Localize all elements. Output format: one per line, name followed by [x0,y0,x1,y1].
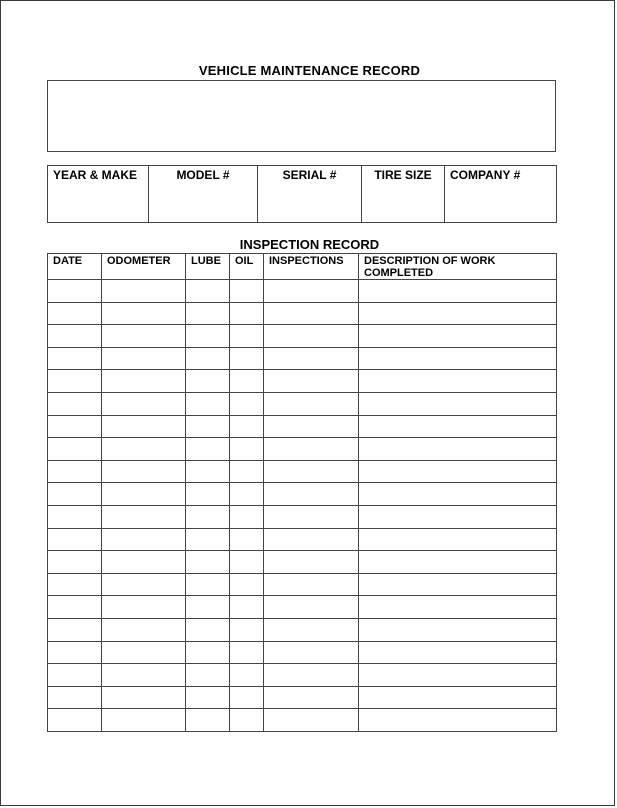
cell-odometer[interactable] [102,370,186,393]
cell-date[interactable] [48,392,102,415]
cell-lube[interactable] [186,347,230,370]
cell-oil[interactable] [230,370,264,393]
document-title: VEHICLE MAINTENANCE RECORD [198,63,421,78]
cell-odometer[interactable] [102,438,186,461]
cell-oil[interactable] [230,505,264,528]
cell-odometer[interactable] [102,347,186,370]
cell-description[interactable] [359,641,557,664]
table-row [48,302,557,325]
cell-oil[interactable] [230,302,264,325]
cell-date[interactable] [48,551,102,574]
cell-lube[interactable] [186,415,230,438]
cell-date[interactable] [48,573,102,596]
table-row [48,528,557,551]
cell-date[interactable] [48,325,102,348]
cell-date[interactable] [48,460,102,483]
cell-inspections[interactable] [264,302,359,325]
cell-description[interactable] [359,618,557,641]
cell-inspections[interactable] [264,483,359,506]
header-model: MODEL # [149,166,258,223]
cell-date[interactable] [48,686,102,709]
cell-odometer[interactable] [102,392,186,415]
cell-odometer[interactable] [102,415,186,438]
header-tire-size: TIRE SIZE [362,166,445,223]
cell-inspections[interactable] [264,596,359,619]
cell-odometer[interactable] [102,325,186,348]
cell-oil[interactable] [230,709,264,732]
cell-inspections[interactable] [264,709,359,732]
table-row [48,641,557,664]
cell-date[interactable] [48,438,102,461]
cell-date[interactable] [48,528,102,551]
cell-description[interactable] [359,551,557,574]
cell-inspections[interactable] [264,618,359,641]
table-row [48,347,557,370]
cell-lube[interactable] [186,280,230,303]
cell-description[interactable] [359,280,557,303]
cell-description[interactable] [359,664,557,687]
table-row [48,392,557,415]
cell-odometer[interactable] [102,709,186,732]
cell-odometer[interactable] [102,280,186,303]
cell-odometer[interactable] [102,302,186,325]
cell-date[interactable] [48,483,102,506]
inspection-table [47,253,557,732]
cell-oil[interactable] [230,483,264,506]
table-row [48,483,557,506]
cell-description[interactable] [359,392,557,415]
cell-description[interactable] [359,528,557,551]
cell-lube[interactable] [186,392,230,415]
cell-inspections[interactable] [264,415,359,438]
cell-odometer[interactable] [102,460,186,483]
cell-lube[interactable] [186,370,230,393]
table-row [48,596,557,619]
cell-odometer[interactable] [102,686,186,709]
cell-oil[interactable] [230,347,264,370]
cell-description[interactable] [359,438,557,461]
cell-oil[interactable] [230,618,264,641]
cell-lube[interactable] [186,596,230,619]
cell-date[interactable] [48,664,102,687]
cell-lube[interactable] [186,460,230,483]
header-year-make: YEAR & MAKE [48,166,149,223]
cell-description[interactable] [359,347,557,370]
cell-odometer[interactable] [102,573,186,596]
table-row [48,709,557,732]
table-row [48,573,557,596]
cell-date[interactable] [48,415,102,438]
cell-lube[interactable] [186,641,230,664]
header-inspections: INSPECTIONS [264,254,359,280]
cell-date[interactable] [48,302,102,325]
cell-date[interactable] [48,641,102,664]
cell-lube[interactable] [186,528,230,551]
cell-oil[interactable] [230,551,264,574]
cell-oil[interactable] [230,596,264,619]
cell-date[interactable] [48,505,102,528]
header-serial: SERIAL # [258,166,362,223]
table-row [48,370,557,393]
cell-lube[interactable] [186,505,230,528]
cell-description[interactable] [359,573,557,596]
cell-odometer[interactable] [102,664,186,687]
cell-lube[interactable] [186,483,230,506]
cell-oil[interactable] [230,641,264,664]
cell-oil[interactable] [230,325,264,348]
cell-oil[interactable] [230,686,264,709]
cell-description[interactable] [359,596,557,619]
cell-odometer[interactable] [102,596,186,619]
table-row [48,505,557,528]
cell-date[interactable] [48,370,102,393]
table-row [48,686,557,709]
header-lube: LUBE [186,254,230,280]
table-row [48,280,557,303]
header-odometer: ODOMETER [102,254,186,280]
cell-inspections[interactable] [264,460,359,483]
cell-description[interactable] [359,686,557,709]
table-row [48,460,557,483]
cell-date[interactable] [48,347,102,370]
cell-odometer[interactable] [102,551,186,574]
cell-date[interactable] [48,709,102,732]
cell-lube[interactable] [186,686,230,709]
table-row [48,415,557,438]
table-row [48,618,557,641]
cell-oil[interactable] [230,664,264,687]
table-row [48,438,557,461]
cell-odometer[interactable] [102,528,186,551]
vehicle-info-table [47,165,557,223]
inspection-record-title: INSPECTION RECORD [239,237,380,252]
header-description: DESCRIPTION OF WORK COMPLETED [359,254,557,280]
cell-date[interactable] [48,618,102,641]
cell-inspections[interactable] [264,392,359,415]
cell-inspections[interactable] [264,686,359,709]
cell-description[interactable] [359,460,557,483]
cell-lube[interactable] [186,618,230,641]
cell-odometer[interactable] [102,505,186,528]
cell-inspections[interactable] [264,280,359,303]
cell-lube[interactable] [186,325,230,348]
cell-inspections[interactable] [264,370,359,393]
cell-inspections[interactable] [264,438,359,461]
cell-lube[interactable] [186,302,230,325]
notes-box[interactable] [47,80,556,152]
cell-lube[interactable] [186,573,230,596]
cell-inspections[interactable] [264,528,359,551]
cell-oil[interactable] [230,392,264,415]
cell-description[interactable] [359,325,557,348]
cell-inspections[interactable] [264,505,359,528]
cell-description[interactable] [359,483,557,506]
header-date: DATE [48,254,102,280]
cell-lube[interactable] [186,709,230,732]
cell-odometer[interactable] [102,618,186,641]
cell-description[interactable] [359,370,557,393]
cell-date[interactable] [48,280,102,303]
cell-oil[interactable] [230,460,264,483]
table-row [48,664,557,687]
header-oil: OIL [230,254,264,280]
cell-odometer[interactable] [102,483,186,506]
cell-inspections[interactable] [264,551,359,574]
cell-date[interactable] [48,596,102,619]
cell-lube[interactable] [186,551,230,574]
cell-inspections[interactable] [264,641,359,664]
cell-description[interactable] [359,709,557,732]
cell-oil[interactable] [230,280,264,303]
cell-inspections[interactable] [264,347,359,370]
cell-description[interactable] [359,302,557,325]
table-row [48,325,557,348]
cell-lube[interactable] [186,438,230,461]
cell-oil[interactable] [230,438,264,461]
cell-description[interactable] [359,505,557,528]
cell-odometer[interactable] [102,641,186,664]
cell-oil[interactable] [230,415,264,438]
cell-oil[interactable] [230,573,264,596]
cell-lube[interactable] [186,664,230,687]
table-row [48,551,557,574]
cell-oil[interactable] [230,528,264,551]
cell-inspections[interactable] [264,664,359,687]
cell-inspections[interactable] [264,573,359,596]
cell-description[interactable] [359,415,557,438]
header-company: COMPANY # [445,166,557,223]
cell-inspections[interactable] [264,325,359,348]
